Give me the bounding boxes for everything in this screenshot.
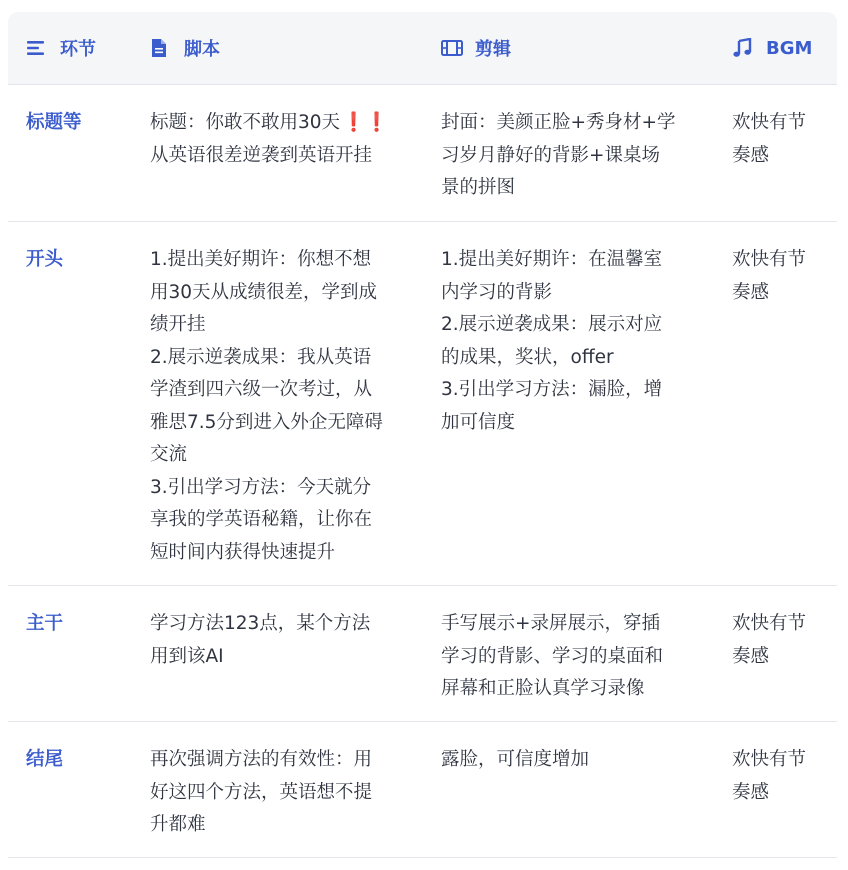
editing-line: 2.展示逆袭成果：展示对应 bbox=[441, 314, 663, 335]
table-row bbox=[8, 722, 837, 858]
section-label: 主干 bbox=[26, 613, 64, 634]
bgm-line: 奏感 bbox=[732, 144, 770, 166]
music-note-icon bbox=[732, 37, 754, 59]
script-cell bbox=[150, 107, 420, 172]
editing-line: 露脸，可信度增加 bbox=[441, 749, 590, 770]
editing-line: 屏幕和正脸认真学习录像 bbox=[441, 678, 645, 699]
header-editing bbox=[441, 12, 711, 84]
bgm-cell bbox=[732, 608, 827, 673]
bgm-line: 奏感 bbox=[732, 781, 770, 803]
editing-cell bbox=[441, 107, 711, 205]
script-line: 绩开挂 bbox=[150, 314, 206, 335]
bgm-cell bbox=[732, 744, 827, 809]
editing-line: 3.引出学习方法：漏脸，增 bbox=[441, 379, 663, 400]
header-script bbox=[150, 12, 420, 84]
table-row bbox=[8, 586, 837, 722]
table-row bbox=[8, 85, 837, 222]
bgm-line: 奏感 bbox=[732, 281, 770, 303]
editing-line: 封面：美颜正脸+秀身材+学 bbox=[441, 112, 676, 133]
header-label: 环节 bbox=[60, 39, 96, 60]
section-label: 结尾 bbox=[26, 749, 64, 770]
script-line: 享我的学英语秘籍，让你在 bbox=[150, 509, 373, 530]
section-label: 开头 bbox=[26, 249, 64, 270]
editing-line: 1.提出美好期许：在温馨室 bbox=[441, 249, 663, 270]
editing-cell bbox=[441, 608, 711, 706]
script-line: 交流 bbox=[150, 444, 188, 465]
editing-cell bbox=[441, 744, 711, 777]
table-row bbox=[8, 222, 837, 586]
header-label: BGM bbox=[766, 37, 813, 59]
editing-line: 加可信度 bbox=[441, 411, 516, 433]
bgm-line: 奏感 bbox=[732, 645, 770, 667]
script-line: 1.提出美好期许：你想不想 bbox=[150, 249, 372, 270]
header-section bbox=[26, 12, 136, 84]
script-line: 从英语很差逆袭到英语开挂 bbox=[150, 144, 373, 166]
script-line: 3.引出学习方法：今天就分 bbox=[150, 476, 372, 498]
document-icon bbox=[150, 37, 172, 59]
editing-line: 学习的背影、学习的桌面和 bbox=[441, 645, 664, 667]
header-bgm bbox=[732, 12, 827, 84]
script-line: 学习方法123点，某个方法 bbox=[150, 613, 371, 634]
bgm-line: 欢快有节 bbox=[732, 249, 807, 270]
script-cell bbox=[150, 744, 420, 842]
header-label: 剪辑 bbox=[475, 39, 511, 60]
section-label: 标题等 bbox=[26, 112, 82, 133]
bgm-cell bbox=[732, 244, 827, 309]
script-line: 短时间内获得快速提升 bbox=[150, 541, 336, 563]
list-icon bbox=[26, 37, 48, 59]
script-table bbox=[8, 12, 837, 858]
editing-line: 习岁月静好的背影+课桌场 bbox=[441, 144, 661, 166]
editing-line: 景的拼图 bbox=[441, 177, 516, 198]
editing-line: 内学习的背影 bbox=[441, 281, 553, 303]
bgm-line: 欢快有节 bbox=[732, 112, 807, 133]
script-line: 再次强调方法的有效性：用 bbox=[150, 749, 373, 770]
bgm-cell bbox=[732, 107, 827, 172]
script-line: 升都难 bbox=[150, 814, 206, 835]
script-line: 2.展示逆袭成果：我从英语 bbox=[150, 346, 372, 368]
script-line: 用到该AI bbox=[150, 645, 224, 667]
script-line: 好这四个方法，英语想不提 bbox=[150, 781, 373, 803]
script-cell bbox=[150, 608, 420, 673]
editing-cell bbox=[441, 244, 711, 439]
script-line: 雅思7.5分到进入外企无障碍 bbox=[150, 411, 383, 433]
header-label: 脚本 bbox=[184, 39, 220, 60]
exclamation-emoji: ❗❗ bbox=[342, 112, 389, 133]
editing-line: 手写展示+录屏展示，穿插 bbox=[441, 613, 661, 634]
script-line: 用30天从成绩很差，学到成 bbox=[150, 281, 378, 303]
bgm-line: 欢快有节 bbox=[732, 613, 807, 634]
editing-line: 的成果，奖状，offer bbox=[441, 346, 614, 368]
film-icon bbox=[441, 37, 463, 59]
table-header bbox=[8, 12, 837, 85]
script-cell bbox=[150, 244, 420, 569]
bgm-line: 欢快有节 bbox=[732, 749, 807, 770]
script-line: 学渣到四六级一次考过，从 bbox=[150, 379, 373, 400]
script-line: 标题：你敢不敢用30天 bbox=[150, 112, 341, 133]
